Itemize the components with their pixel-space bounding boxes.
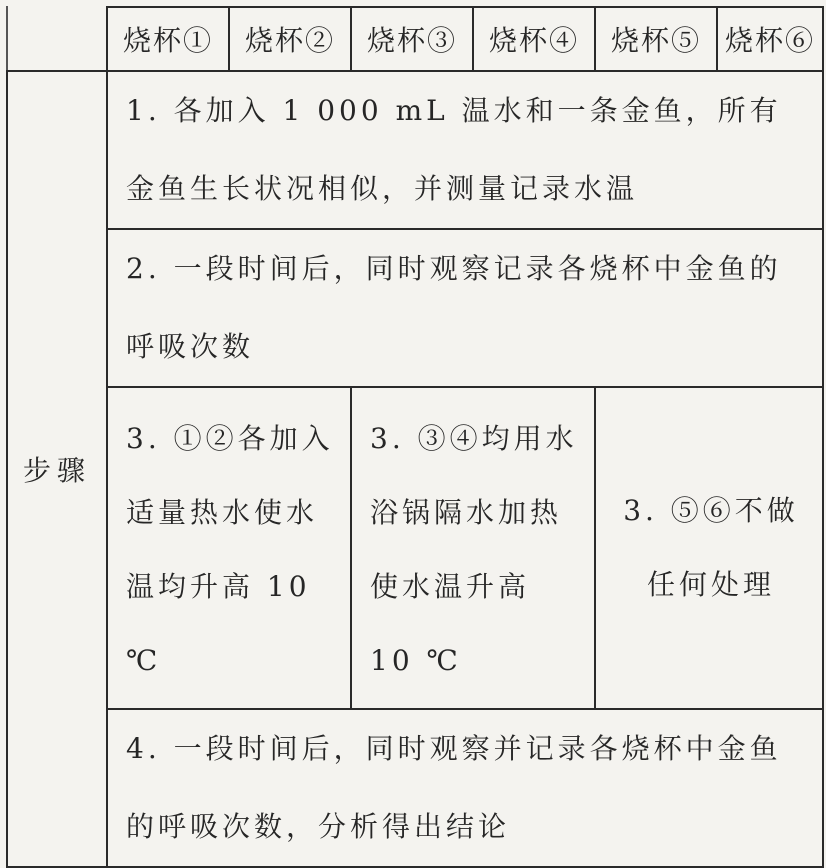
step-3-beakers-3-4: 3. ③④均用水浴锅隔水加热使水温升高 10 ℃: [351, 387, 595, 709]
step-1-row: [7, 71, 823, 229]
beaker-4-header: 烧杯④: [473, 7, 595, 71]
steps-label: 步骤: [7, 71, 107, 867]
corner-cell: [7, 7, 107, 71]
step-3-beakers-5-6: 3. ⑤⑥不做任何处理: [595, 387, 823, 709]
header-row: [7, 7, 823, 71]
step-4-row: [7, 709, 823, 867]
step-2-text: 2. 一段时间后，同时观察记录各烧杯中金鱼的呼吸次数: [107, 229, 823, 387]
beaker-1-header: 烧杯①: [107, 7, 229, 71]
step-3-row: [7, 387, 823, 709]
step-2-row: [7, 229, 823, 387]
step-3-beakers-1-2: 3. ①②各加入适量热水使水温均升高 10 ℃: [107, 387, 351, 709]
beaker-3-header: 烧杯③: [351, 7, 473, 71]
experiment-steps-table: [6, 6, 824, 868]
step-1-text: 1. 各加入 1 000 mL 温水和一条金鱼，所有金鱼生长状况相似，并测量记录水温: [107, 71, 823, 229]
beaker-6-header: 烧杯⑥: [717, 7, 823, 71]
step-4-text: 4. 一段时间后，同时观察并记录各烧杯中金鱼的呼吸次数，分析得出结论: [107, 709, 823, 867]
beaker-2-header: 烧杯②: [229, 7, 351, 71]
beaker-5-header: 烧杯⑤: [595, 7, 717, 71]
